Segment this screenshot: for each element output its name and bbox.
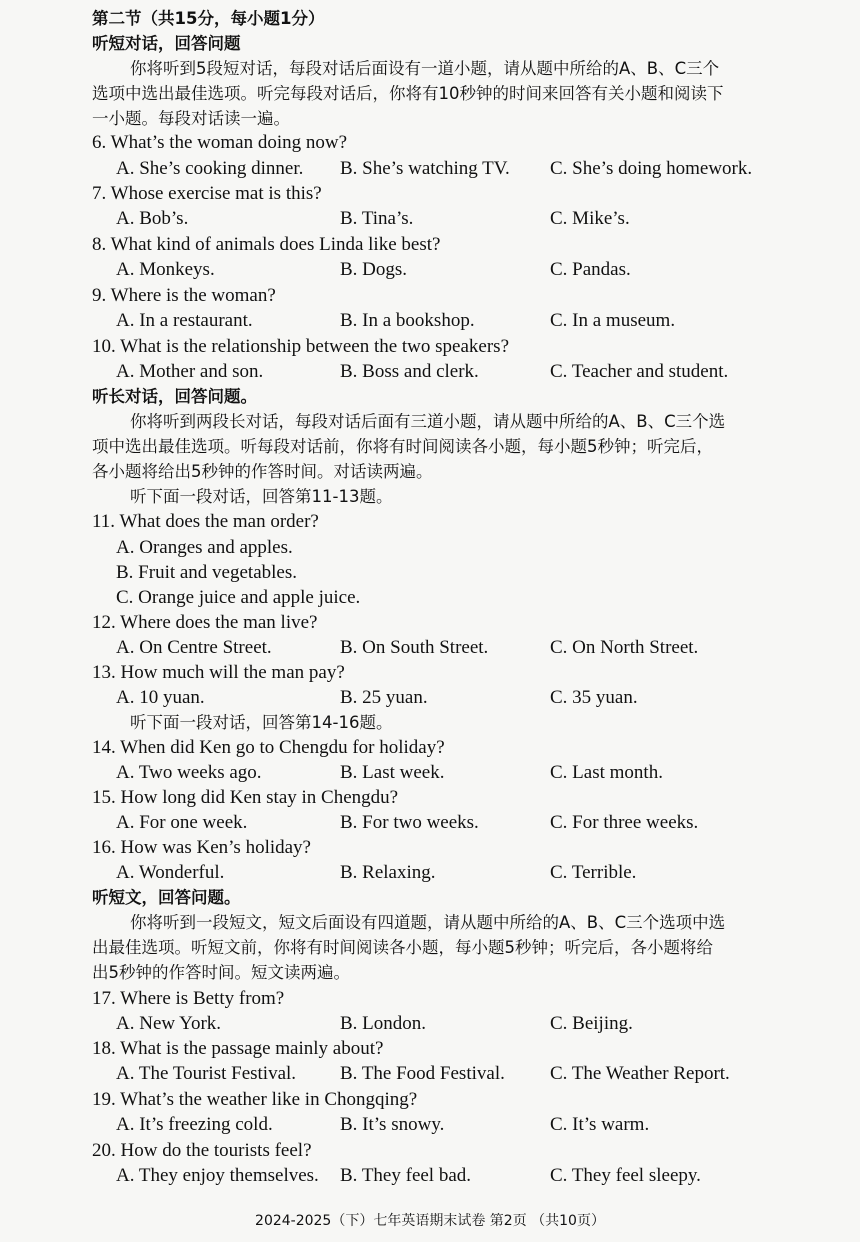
q8-option-a: A. Monkeys. [116,259,215,280]
dialogue1-note: 听下面一段对话，回答第11-13题。 [130,487,393,506]
q18-option-c: C. The Weather Report. [550,1063,730,1084]
q10-option-a: A. Mother and son. [116,361,264,382]
part3-instruction-line: 出5秒钟的作答时间。短文读两遍。 [92,963,350,982]
question-12: 12. Where does the man live? [92,612,318,633]
part3-instruction-line: 出最佳选项。听短文前，你将有时间阅读各小题，每小题5秒钟；听完后，各小题将给 [92,938,713,957]
q13-option-b: B. 25 yuan. [340,687,428,708]
q8-option-b: B. Dogs. [340,259,408,280]
q20-option-b: B. They feel bad. [340,1165,472,1186]
q15-option-a: A. For one week. [116,812,248,833]
q13-option-c: C. 35 yuan. [550,687,638,708]
q16-option-a: A. Wonderful. [116,862,225,883]
part1-instruction-line: 一小题。每段对话读一遍。 [92,109,290,128]
q15-option-b: B. For two weeks. [340,812,479,833]
q18-option-a: A. The Tourist Festival. [116,1063,297,1084]
question-15: 15. How long did Ken stay in Chengdu? [92,787,399,808]
page-footer: 2024-2025（下）七年英语期末试卷 第2页 （共10页） [255,1213,605,1229]
q19-option-c: C. It’s warm. [550,1114,650,1135]
part2-instruction-line: 你将听到两段长对话，每段对话后面有三道小题，请从题中所给的A、B、C三个选 [130,412,726,431]
q20-option-c: C. They feel sleepy. [550,1165,701,1186]
q14-option-a: A. Two weeks ago. [116,762,262,783]
part3-heading: 听短文，回答问题。 [92,888,241,907]
dialogue2-note: 听下面一段对话，回答第14-16题。 [130,713,393,732]
part1-heading: 听短对话，回答问题 [92,34,241,53]
q11-option-b: B. Fruit and vegetables. [116,562,297,583]
part2-instruction-line: 项中选出最佳选项。听每段对话前，你将有时间阅读各小题，每小题5秒钟；听完后， [92,437,713,456]
part3-instruction-line: 你将听到一段短文，短文后面设有四道题，请从题中所给的A、B、C三个选项中选 [130,913,726,932]
part2-instruction-line: 各小题将给出5秒钟的作答时间。对话读两遍。 [92,462,433,481]
part2-heading: 听长对话，回答问题。 [92,387,257,406]
q16-option-c: C. Terrible. [550,862,637,883]
question-17: 17. Where is Betty from? [92,988,285,1009]
q17-option-b: B. London. [340,1013,427,1034]
q9-option-b: B. In a bookshop. [340,310,475,331]
q7-option-a: A. Bob’s. [116,208,189,229]
q16-option-b: B. Relaxing. [340,862,436,883]
question-9: 9. Where is the woman? [92,285,276,306]
q6-option-c: C. She’s doing homework. [550,158,753,179]
q14-option-c: C. Last month. [550,762,663,783]
q17-option-a: A. New York. [116,1013,222,1034]
q14-option-b: B. Last week. [340,762,445,783]
question-18: 18. What is the passage mainly about? [92,1038,384,1059]
q12-option-c: C. On North Street. [550,637,699,658]
q10-option-b: B. Boss and clerk. [340,361,479,382]
q20-option-a: A. They enjoy themselves. [116,1165,319,1186]
question-7: 7. Whose exercise mat is this? [92,183,322,204]
q7-option-c: C. Mike’s. [550,208,630,229]
q11-option-c: C. Orange juice and apple juice. [116,587,361,608]
section-title: 第二节（共15分，每小题1分） [92,9,325,28]
question-6: 6. What’s the woman doing now? [92,132,348,153]
question-8: 8. What kind of animals does Linda like best? [92,234,441,255]
q6-option-a: A. She’s cooking dinner. [116,158,304,179]
q8-option-c: C. Pandas. [550,259,631,280]
q19-option-a: A. It’s freezing cold. [116,1114,273,1135]
question-14: 14. When did Ken go to Chengdu for holiday? [92,737,445,758]
question-16: 16. How was Ken’s holiday? [92,837,311,858]
q6-option-b: B. She’s watching TV. [340,158,510,179]
q11-option-a: A. Oranges and apples. [116,537,293,558]
q9-option-c: C. In a museum. [550,310,676,331]
q9-option-a: A. In a restaurant. [116,310,253,331]
q7-option-b: B. Tina’s. [340,208,414,229]
q12-option-b: B. On South Street. [340,637,489,658]
question-13: 13. How much will the man pay? [92,662,345,683]
q17-option-c: C. Beijing. [550,1013,633,1034]
q18-option-b: B. The Food Festival. [340,1063,505,1084]
question-10: 10. What is the relationship between the two speakers? [92,336,509,357]
question-11: 11. What does the man order? [92,511,319,532]
question-20: 20. How do the tourists feel? [92,1140,312,1161]
q19-option-b: B. It’s snowy. [340,1114,445,1135]
q13-option-a: A. 10 yuan. [116,687,205,708]
part1-instruction-line: 选项中选出最佳选项。听完每段对话后，你将有10秒钟的时间来回答有关小题和阅读下 [92,84,724,103]
q10-option-c: C. Teacher and student. [550,361,729,382]
question-19: 19. What’s the weather like in Chongqing? [92,1089,418,1110]
q12-option-a: A. On Centre Street. [116,637,272,658]
part1-instruction-line: 你将听到5段短对话，每段对话后面设有一道小题，请从题中所给的A、B、C三个 [130,59,720,78]
q15-option-c: C. For three weeks. [550,812,699,833]
